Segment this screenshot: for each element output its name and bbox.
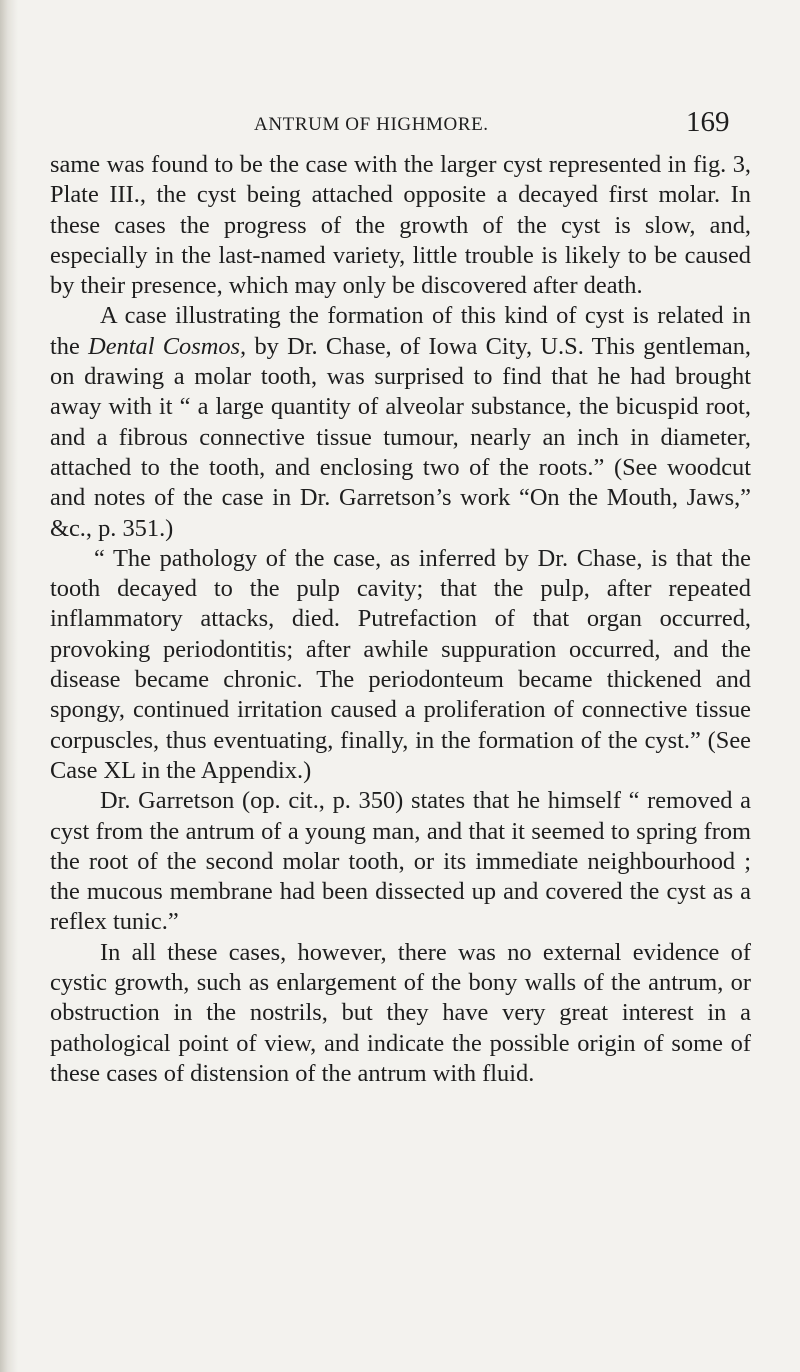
page-number: 169 <box>686 106 730 138</box>
paragraph-2-rest: by Dr. Chase, of Iowa City, U.S. This gentleman, on drawing a molar tooth, was surprised to find that he had brought away with it “ a large quantity of alveolar substance, the bicuspid root, and a fibrous connective tissue tumour, nearly an inch in diameter, attached to the tooth, and enclosing two of the roots.” (See woodcut and notes of the case in Dr. Garretson’s work “On the Mouth, Jaws,” &c., p. 351.) <box>50 332 751 542</box>
paragraph-2-start: A case illustrating the formation of this kind of cyst is related in the <box>50 302 751 360</box>
paragraph-3: “ The pathology of the case, as inferred by Dr. Chase, is that the tooth decayed to the pulp cavity; that the pulp, after repeated inflammatory attacks, died. Putrefaction of that organ occurred, provoking periodontitis; after awhile suppuration occurred, and the disease became chronic. The periodonteum became thickened and spongy, continued irritation caused a proliferation of connective tissue corpuscles, thus eventuating, finally, in the formation of the cyst.” (See Case XL in the Appendix.) <box>50 544 751 784</box>
paragraph-5: In all these cases, however, there was no external evidence of cystic growth, such as enlargement of the bony walls of the antrum, or obstruction in the nostrils, but they have very great interest in a pathological point of view, and indicate the possible origin of some of these cases of distension of the antrum with fluid. <box>50 938 751 1087</box>
running-title: ANTRUM OF HIGHMORE. <box>254 114 489 135</box>
spine-shadow <box>0 0 18 1372</box>
journal-title: Dental Cosmos, <box>88 332 247 360</box>
paragraph-1: same was found to be the case with the larger cyst represented in fig. 3, Plate III., the cyst being attached opposite a decayed first molar. In these cases the progress of the growth of the cyst is slow, and, especially in the last-named variety, little trouble is likely to be caused by their presence, which may only be discovered after death. <box>50 151 751 300</box>
body-text <box>50 150 751 1089</box>
paragraph-2 <box>50 301 751 543</box>
paragraph-4: Dr. Garretson (op. cit., p. 350) states that he himself “ removed a cyst from the antrum of a young man, and that it seemed to spring from the root of the second molar tooth, or its immediate neighbourhood ; the mucous membrane had been dissected up and covered the cyst as a reflex tunic.” <box>50 787 751 936</box>
running-head <box>0 106 800 136</box>
